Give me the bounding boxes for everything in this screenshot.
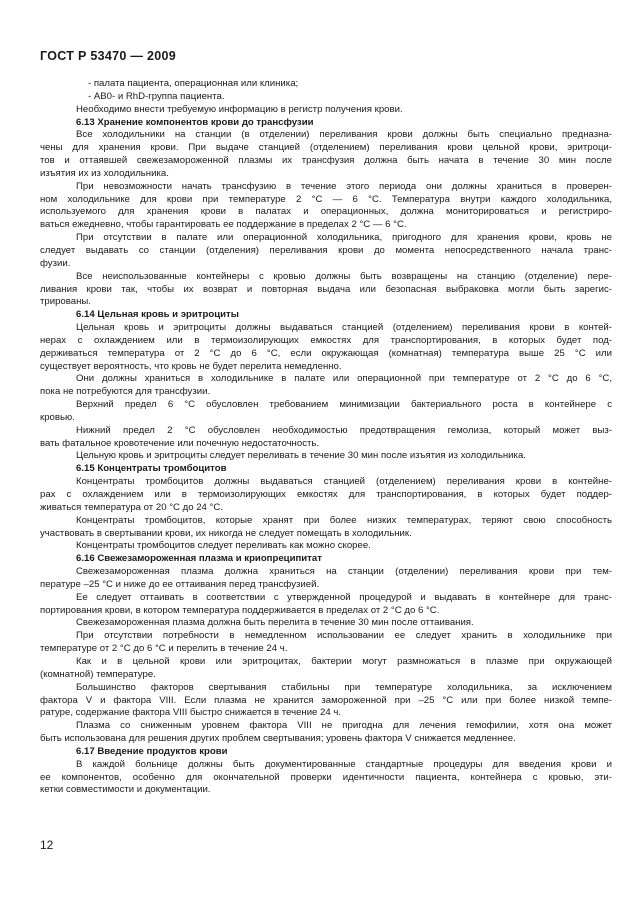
text-line: - АВ0- и RhD-группа пациента. <box>88 90 225 102</box>
text-line: Большинство факторов свертывания стабильны при температуре холодильника, за исключением <box>76 681 612 693</box>
text-line: портирования крови, в котором температура поддерживается в пределах от 2 °С до 6 °С. <box>40 604 440 616</box>
text-line: вать фатальное кровотечение или почечную недостаточность. <box>40 437 320 449</box>
text-line: ваться ежедневно, чтобы гарантировать ее поддержание в пределах 2 °С — 6 °С. <box>40 219 407 231</box>
section-heading: 6.14 Цельная кровь и эритроциты <box>76 309 239 321</box>
text-line: трированы. <box>40 296 91 308</box>
text-line: Концентраты тромбоцитов, которые хранят при более низких температурах, теряют свою способность <box>76 514 612 526</box>
text-line: Все неиспользованные контейнеры с кровью должны быть возвращены на станцию (отделение) пере- <box>76 270 612 282</box>
text-line: следует выдавать со станции (отделения) переливания крови до момента непосредственного начала транс- <box>40 244 612 256</box>
text-line: Нижний предел 2 °С обусловлен необходимостью предотвращения гемолиза, который может выз- <box>76 424 612 436</box>
text-line: (комнатной) температуре. <box>40 668 156 680</box>
text-line: нерах с охлаждением или в термоизолирующих емкостях для транспортирования, в которых будет под- <box>40 334 612 346</box>
text-line: используемого для хранения крови в палатах и операционных, должна мониторироваться и регистриро- <box>40 206 612 218</box>
section-heading: 6.13 Хранение компонентов крови до трансфузии <box>76 116 314 128</box>
text-line: ном холодильнике для крови при температуре 2 °С — 6 °С. Температура внутри каждого холодильника, <box>40 193 612 205</box>
text-line: ливания крови так, чтобы их возврат и повторная выдача или безопасная выбраковка могли быть зарегис- <box>40 283 612 295</box>
text-line: изъятия их из холодильника. <box>40 167 169 179</box>
text-line: Все холодильники на станции (в отделении) переливания крови должны быть специально предназна- <box>76 129 612 141</box>
text-line: ее компонентов, особенно для окончательной проверки идентичности пациента, контейнера с кровью, эти- <box>40 771 612 783</box>
section-heading: 6.16 Свежезамороженная плазма и криопреципитат <box>76 553 322 565</box>
text-line: Концентраты тромбоцитов должны выдаваться станцией (отделением) переливания крови в контейне- <box>76 476 612 488</box>
document-body <box>40 78 612 797</box>
text-line: При невозможности начать трансфузию в течение этого периода они должны храниться в проверен- <box>76 180 612 192</box>
text-line: Свежезамороженная плазма должна быть перелита в течение 30 мин после оттаивания. <box>76 617 474 629</box>
text-line: Плазма со сниженным уровнем фактора VIII не пригодна для лечения гемофилии, хотя она может <box>76 720 612 732</box>
text-line: фузии. <box>40 257 71 269</box>
text-line: быть использована для решения других проблем свертывания; уровень фактора V снижается медленнее. <box>40 733 516 745</box>
section-heading: 6.17 Введение продуктов крови <box>76 745 228 757</box>
section-heading: 6.15 Концентраты тромбоцитов <box>76 463 227 475</box>
text-line: держиваться температура от 2 °С до 6 °С, если окружающая (комнатная) температура выше 25 °С или <box>40 347 612 359</box>
text-line: Ее следует оттаивать в соответствии с утвержденной процедурой и выдавать в контейнере для транс- <box>76 591 612 603</box>
text-line: участвовать в свертывании крови, их никогда не следует помещать в холодильник. <box>40 527 412 539</box>
text-line: В каждой больнице должны быть документированные стандартные процедуры для введения крови и <box>76 758 612 770</box>
text-line: кровью. <box>40 411 75 423</box>
text-line: чены для хранения крови. При выдаче станцией (отделением) переливания крови цельной крови, эритроци- <box>40 142 612 154</box>
text-line: Цельная кровь и эритроциты должны выдаваться станцией (отделением) переливания крови в контей- <box>76 322 612 334</box>
text-line: рах с охлаждением или в термоизолирующих емкостях для транспортирования, в которых будет поддер- <box>40 489 612 500</box>
text-line: ратуре, содержание фактора VIII быстро снижается в течение 24 ч. <box>40 707 342 719</box>
text-line: пока не потребуются для трансфузии. <box>40 386 211 398</box>
text-line: При отсутствии в палате или операционной холодильника, пригодного для хранения крови, кровь не <box>76 232 612 244</box>
text-line: фактора V и фактора VIII. Если плазма не хранится замороженной при –25 °С или при более низкой темпе- <box>40 694 612 706</box>
text-line: Они должны храниться в холодильнике в палате или операционной при температуре от 2 °С до 6 °С, <box>76 373 612 385</box>
text-line: При отсутствии потребности в немедленном использовании ее следует хранить в холодильнике при <box>76 630 612 642</box>
page-number: 12 <box>40 838 54 852</box>
text-line: Необходимо внести требуемую информацию в регистр получения крови. <box>76 103 403 115</box>
text-line: существует вероятность, что кровь не будет перелита немедленно. <box>40 360 342 372</box>
text-line: Как и в цельной крови или эритроцитах, бактерии могут размножаться в плазме при окружающей <box>76 655 612 667</box>
text-line: Свежезамороженная плазма должна храниться на станции (отделении) переливания крови при тем- <box>76 566 612 578</box>
text-line: - палата пациента, операционная или клиника; <box>88 78 299 89</box>
text-line: кетки совместимости и документации. <box>40 784 211 796</box>
text-line: Верхний предел 6 °С обусловлен требованием минимизации бактериального роста в контейнере с <box>76 399 612 411</box>
text-line: Концентраты тромбоцитов следует переливать как можно скорее. <box>76 540 371 552</box>
text-line: пературе –25 °С и ниже до ее оттаивания перед трансфузией. <box>40 578 320 590</box>
document-header: ГОСТ Р 53470 — 2009 <box>40 49 176 63</box>
text-line: тов и оттаявшей свежезамороженной плазмы их трансфузия должна быть начата в течение 30 мин после <box>40 155 612 167</box>
text-line: Цельную кровь и эритроциты следует переливать в течение 30 мин после изъятия из холодильника. <box>76 450 526 462</box>
text-line: температуре от 2 °С до 6 °С и перелить в течение 24 ч. <box>40 643 288 655</box>
text-line: живаться температура от 20 °С до 24 °С. <box>40 501 223 513</box>
